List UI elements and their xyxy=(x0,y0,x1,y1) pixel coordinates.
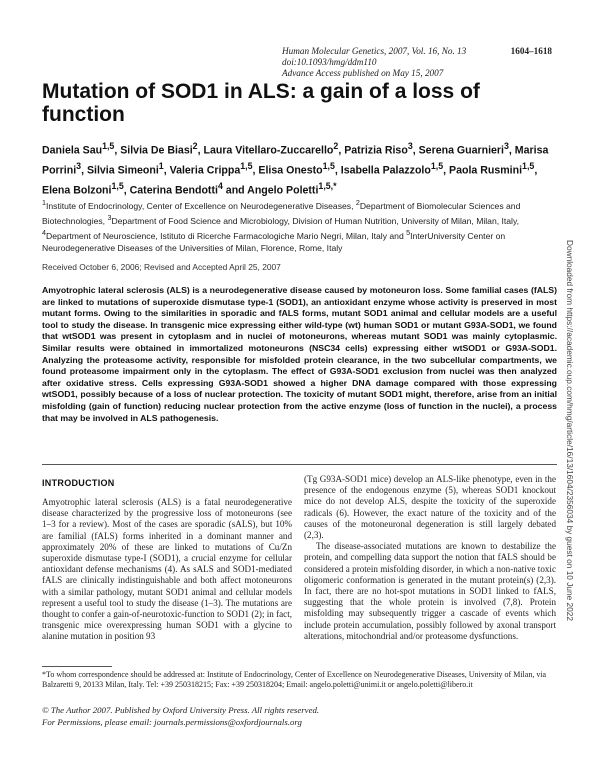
received-dates: Received October 6, 2006; Revised and Accepted April 25, 2007 xyxy=(42,262,281,272)
affiliations: $^1$Institute of Endocrinology, Center of Excellence on Neurodegenerative Diseases, $^2$Department of Biomolecular Sciences and Biotechnologies, $^3$Department of Food Science and Microbiology, Division of Human Nutrition, University of Milan, Milan, Italy, $^4$Department of Neuroscience, Istituto di Ricerche Farmacologiche Mario Negri, Milan, Italy and $^5$InterUniversity Center on Neurodegenerative Diseases of the Universities of Milan, Florence, Rome, Italy xyxy=(42,199,521,254)
correspondence-footnote: *To whom correspondence should be addressed at: Institute of Endocrinology, Center of Excellence on Neurodegenerative Diseases, University of Milan, via Balzaretti 9, 20133 Milan, Italy. Tel: +39 250318215; Fax: +39 250318204; Email: angelo.poletti@unimi.it or angelo.poletti@libero.it xyxy=(42,670,547,689)
intro-column-right xyxy=(304,474,556,642)
author-list: Daniela Sau$^{1,5}$, Silvia De Biasi$^2$, Laura Vitellaro-Zuccarello$^2$, Patrizia Riso$^3$, Serena Guarnieri$^3$, Marisa Porrini$^3$, Silvia Simeoni$^1$, Valeria Crippa$^{1,5}$, Elisa Onesto$^{1,5}$, Isabella Palazzolo$^{1,5}$, Paola Rusmini$^{1,5}$, Elena Bolzoni$^{1,5}$, Caterina Bendotti$^4$ and Angelo Poletti$^{1,5,*}$ xyxy=(42,141,549,197)
intro-paragraph: Amyotrophic lateral sclerosis (ALS) is a fatal neurodegenerative disease characterized by the progressive loss of motoneurons (see 1–3 for a review). Most of the cases are sporadic (sALS), but 10% are familial (fALS) forms inherited in a dominant manner and approximately 20% of these are linked to mutations of Cu/Zn superoxide dismutase type-I (SOD1), a crucial enzyme for cellular antioxidant defense mechanisms (4). As sALS and SOD1-mediated fALS are clinically indistinguishable and both affect motoneurons with a similar pathology, mutant SOD1 animal and cellular models represent a useful tool to study the disease (1–3). The mutations are thought to confer a gain-of-neurotoxic-function to SOD1 (2); in fact, transgenic mice overexpressing human SOD1 with a glycine to alanine mutation in position 93 xyxy=(42,497,293,642)
advance-access: Advance Access published on May 15, 2007 xyxy=(282,68,444,78)
journal-citation: Human Molecular Genetics, 2007, Vol. 16, No. 13 xyxy=(282,46,467,56)
footnote-rule xyxy=(42,666,112,667)
intro-paragraph: (Tg G93A-SOD1 mice) develop an ALS-like phenotype, even in the presence of the endogenous enzyme (5), whereas SOD1 knockout mice do not develop ALS, despite the toxicity of the superoxide radicals (6). However, the exact nature of the toxicity and of the causes of the motoneuronal degeneration is still largely debated (2,3). xyxy=(304,474,556,541)
permissions-line: For Permissions, please email: journals.permissions@oxfordjournals.org xyxy=(42,716,302,727)
doi: doi:10.1093/hmg/ddm110 xyxy=(282,57,377,67)
download-watermark xyxy=(563,240,579,730)
download-note: Downloaded from https://academic.oup.com/hmg/article/16/13/1604/2356034 by guest on 10 June 2022 xyxy=(565,240,575,621)
page-range: 1604–1618 xyxy=(510,46,552,56)
copyright-notice xyxy=(42,705,557,728)
intro-paragraph: The disease-associated mutations are known to destabilize the protein, and compelling data support the notion that fALS should be considered a protein misfolding disorder, in which a non-native toxic oligomeric conformation is generated in the mutant protein(s) (2,3). In fact, there are no hot-spot mutations in SOD1 linked to fALS, suggesting that the whole protein is involved (7,8). Protein misfolding may subsequently trigger a cascade of events which include protein accumulation, possibly followed by axonal transport alterations, mitochondrial and/or proteasome dysfunctions. xyxy=(304,541,556,641)
paper-title: Mutation of SOD1 in ALS: a gain of a loss of function xyxy=(42,80,480,126)
section-divider xyxy=(42,464,557,465)
copyright-line: © The Author 2007. Published by Oxford University Press. All rights reserved. xyxy=(42,705,320,715)
running-header xyxy=(282,46,552,79)
abstract: Amyotrophic lateral sclerosis (ALS) is a neurodegenerative disease caused by motoneuron loss. Some familial cases (fALS) are linked to mutations of superoxide dismutase type-1 (SOD1), an antioxidant enzyme whose activity is preserved in most mutant forms. Owing to the similarities in sporadic and fALS forms, mutant SOD1 animal and cellular models are a useful tool to study the disease. In transgenic mice expressing either wild-type (wt) human SOD1 or mutant G93A-SOD1, we found that wtSOD1 was present in cytoplasm and in nuclei of motoneurons, whereas mutant SOD1 was mainly cytoplasmic. Similar results were obtained in immortalized motoneurons (NSC34 cells) expressing either wtSOD1 or G93A-SOD1. Analyzing the proteasome activity, responsible for misfolded protein clearance, in the two subcellular compartments, we found proteasome impairment only in the cytoplasm. The effect of G93A-SOD1 exclusion from nuclei was then analyzed after oxidative stress. Cells expressing G93A-SOD1 showed a higher DNA damage compared with those expressing wtSOD1, possibly because of a loss of nuclear protection. The toxicity of mutant SOD1 might, therefore, arise from an initial misfolding (gain of function) reducing nuclear protection from the active enzyme (loss of function in the nuclei), a process that may be involved in ALS pathogenesis. xyxy=(42,285,557,423)
introduction-heading: INTRODUCTION xyxy=(42,478,115,488)
intro-column-left xyxy=(42,497,292,643)
